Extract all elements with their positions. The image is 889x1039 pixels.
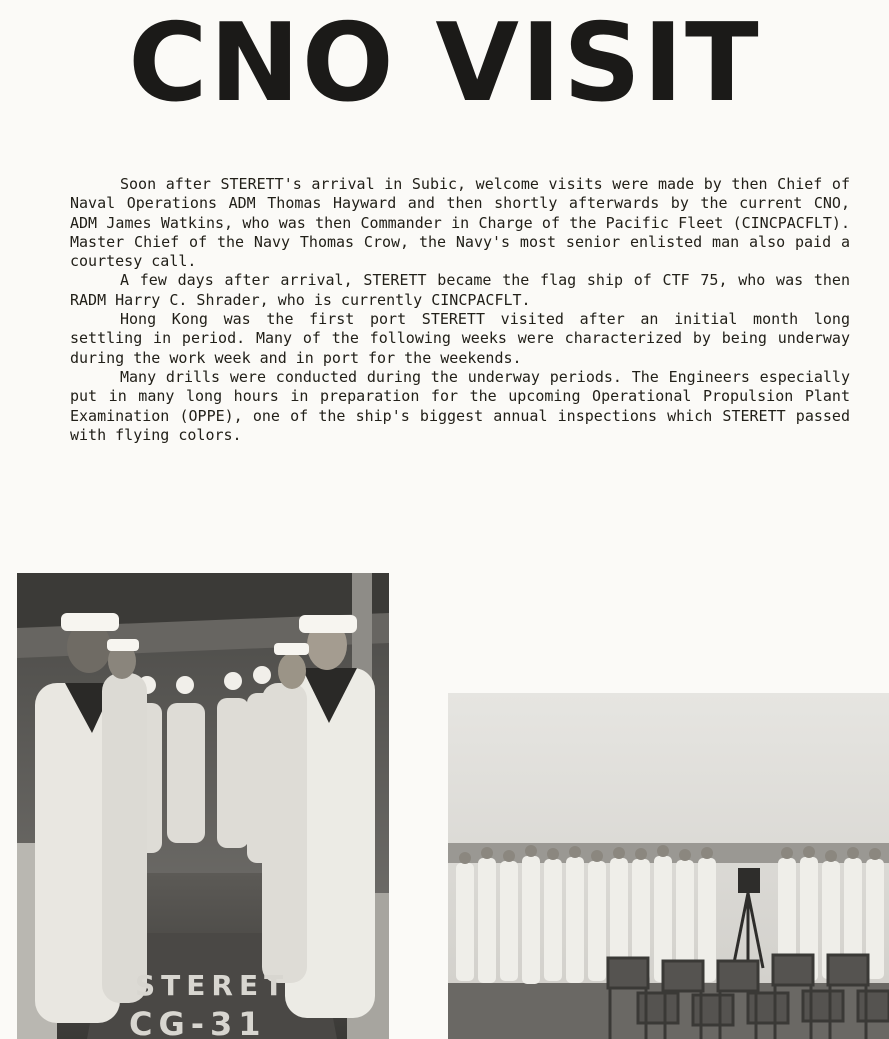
article-paragraph: Soon after STERETT's arrival in Subic, welcome visits were made by then Chief of Naval Operations ADM Thomas Hayward and then shortly afterwards by the current CNO, ADM James Watkins, who was then Commander in Charge of the Pacific Fleet (CINCPACFLT). Master Chief of the Navy Thomas Crow, the Navy's most senior enlisted man also paid a courtesy call. (70, 175, 850, 271)
page-title: CNO VISIT (128, 1, 761, 126)
deck-lettering-name: STERET (135, 969, 290, 1002)
article-paragraph: Many drills were conducted during the underway periods. The Engineers especially put in many long hours in preparation for the upcoming Operational Propulsion Plant Examination (OPPE), one of the ship's biggest annual inspections which STERETT passed with flying colors. (70, 367, 850, 444)
article-paragraph: Hong Kong was the first port STERETT visited after an initial month long settling in period. Many of the following weeks were characterized by being underway during the work week and in port for the weekends. (70, 310, 850, 367)
article-body (70, 175, 850, 445)
article-paragraph: A few days after arrival, STERETT became the flag ship of CTF 75, who was then RADM Harry C. Shrader, who is currently CINCPACFLT. (70, 271, 850, 309)
sideboys-photo (17, 573, 389, 1039)
crew-formation-photo (448, 693, 889, 1039)
deck-lettering-hull: CG-31 (129, 1005, 267, 1039)
